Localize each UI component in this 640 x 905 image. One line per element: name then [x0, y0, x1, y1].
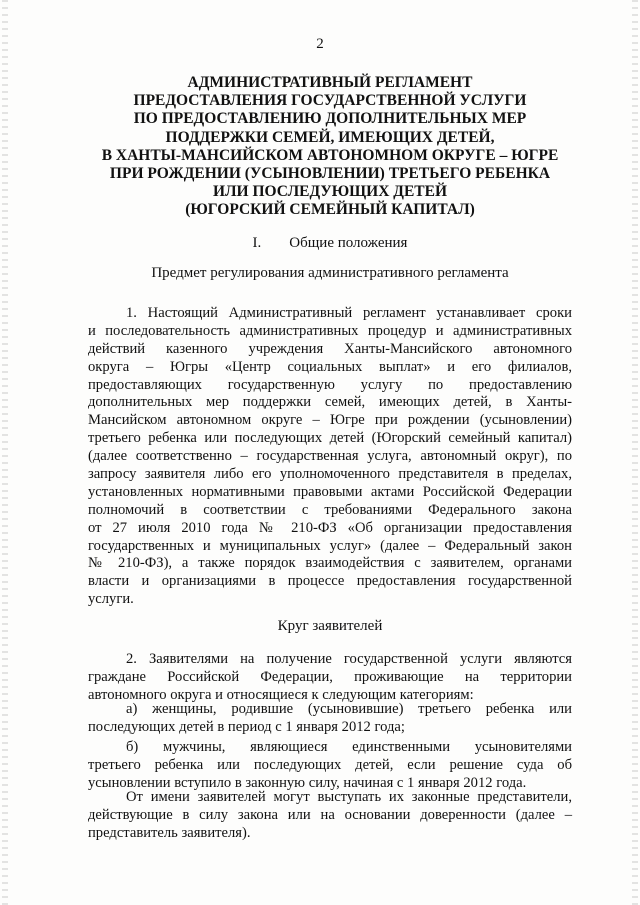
- page-number: 2: [316, 36, 324, 52]
- paragraph-line: действий казенного учреждения Ханты-Мансийского автономного: [88, 340, 572, 357]
- paragraph-line: (далее соответственно – государственная услуга, автономный округ), по: [88, 448, 572, 465]
- paragraph-line: представитель заявителя).: [88, 824, 251, 841]
- paragraph-line: действующие в силу закона или на основании доверенности (далее –: [88, 806, 572, 823]
- paragraph-line: предоставляющих государственную услугу по предоставлению: [88, 376, 572, 393]
- paragraph-line: автономного округа и относящиеся к следующим категориям:: [88, 686, 474, 703]
- paragraph-line: округа – Югры «Центр социальных выплат» и его филиалов,: [88, 358, 572, 375]
- paragraph-line: 2. Заявителями на получение государственной услуги являются: [126, 651, 572, 667]
- subheading-subject: Предмет регулирования административного регламента: [151, 265, 509, 281]
- title-line: АДМИНИСТРАТИВНЫЙ РЕГЛАМЕНТ: [187, 74, 473, 91]
- paragraph-line: а) женщины, родившие (усыновившие) третьего ребенка или: [126, 701, 572, 717]
- title-line: ПОДДЕРЖКИ СЕМЕЙ, ИМЕЮЩИХ ДЕТЕЙ,: [165, 128, 495, 146]
- paragraph-line: третьего ребенка или последующих детей, если решение суда об: [88, 756, 572, 773]
- paragraph-line: третьего ребенка или последующих детей (Югорский семейный капитал): [88, 430, 572, 447]
- subheading-applicants: Круг заявителей: [277, 618, 383, 634]
- paragraph-2: [88, 651, 572, 705]
- paragraph-representatives: [88, 789, 572, 843]
- paragraph-line: дополнительных мер поддержки семей, имеющих детей, в Ханты-: [88, 394, 572, 411]
- paragraph-line: граждане Российской Федерации, проживающие на территории: [88, 668, 572, 685]
- document-title: [90, 74, 570, 220]
- paragraph-line: От имени заявителей могут выступать их законные представители,: [126, 789, 572, 805]
- section-heading: [90, 235, 570, 252]
- paragraph-line: государственных и муниципальных услуг» (далее – Федеральный закон: [88, 537, 572, 554]
- paragraph-line: усыновлении вступило в законную силу, начиная с 1 января 2012 года.: [88, 774, 527, 791]
- section-title: Общие положения: [289, 235, 408, 251]
- paragraph-item-a: [88, 701, 572, 737]
- paragraph-line: запросу заявителя либо его уполномоченного представителя в пределах,: [88, 466, 572, 483]
- title-line: (ЮГОРСКИЙ СЕМЕЙНЫЙ КАПИТАЛ): [185, 201, 475, 219]
- paragraph-line: полномочий в соответствии с требованиями Федерального закона: [88, 501, 572, 518]
- paragraph-item-b: [88, 739, 572, 793]
- scan-edge-right: [632, 0, 638, 905]
- scan-edge-left: [2, 0, 8, 905]
- title-line: ИЛИ ПОСЛЕДУЮЩИХ ДЕТЕЙ: [212, 183, 448, 201]
- paragraph-line: и последовательность административных процедур и административных: [88, 322, 572, 339]
- paragraph-line: власти и организациями в процессе предоставления государственной: [88, 573, 572, 590]
- paragraph-line: Мансийском автономном округе – Югре при рождении (усыновлении): [88, 412, 572, 429]
- paragraph-line: последующих детей в период с 1 января 2012 года;: [88, 718, 405, 735]
- title-line: ПО ПРЕДОСТАВЛЕНИЮ ДОПОЛНИТЕЛЬНЫХ МЕР: [133, 110, 527, 128]
- paragraph-line: 1. Настоящий Административный регламент устанавливает сроки: [126, 305, 572, 321]
- paragraph-line: № 210-ФЗ), а также порядок взаимодействия с заявителем, органами: [88, 555, 572, 572]
- paragraph-line: установленных нормативными правовыми актами Российской Федерации: [88, 483, 572, 500]
- paragraph-1: [88, 305, 572, 609]
- section-number: I.: [252, 235, 262, 251]
- title-line: ПРЕДОСТАВЛЕНИЯ ГОСУДАРСТВЕННОЙ УСЛУГИ: [133, 92, 527, 110]
- paragraph-line: б) мужчины, являющиеся единственными усыновителями: [126, 739, 572, 755]
- paragraph-line: услуги.: [88, 591, 134, 608]
- title-line: В ХАНТЫ-МАНСИЙСКОМ АВТОНОМНОМ ОКРУГЕ – ЮГРЕ: [101, 146, 559, 164]
- title-line: ПРИ РОЖДЕНИИ (УСЫНОВЛЕНИИ) ТРЕТЬЕГО РЕБЕНКА: [109, 165, 551, 183]
- paragraph-line: от 27 июля 2010 года № 210-ФЗ «Об организации предоставления: [88, 519, 572, 536]
